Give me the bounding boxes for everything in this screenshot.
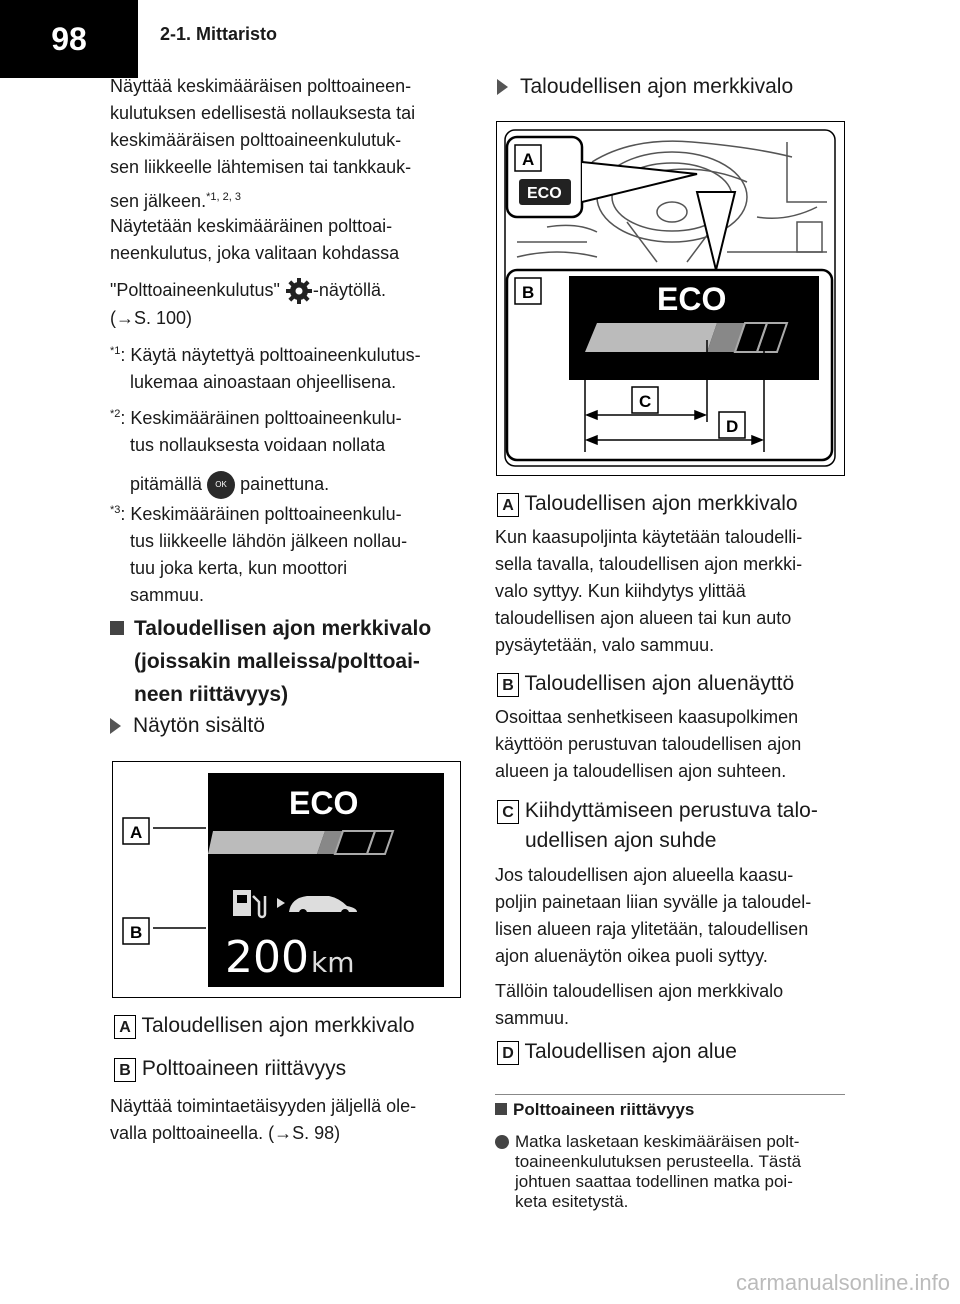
item-title: Kiihdyttämiseen perustuva talo- (524, 799, 818, 822)
note-line: keta esitetystä. (515, 1192, 629, 1211)
display-figure (112, 761, 461, 998)
legend-text: Polttoaineen riittävyys (141, 1057, 347, 1080)
footnote-1 (110, 338, 465, 396)
fn-text: sammuu. (130, 585, 205, 605)
legend-tag: A (114, 1015, 136, 1039)
intro-line: kulutuksen edellisestä nollauksesta tai (110, 103, 416, 123)
desc-line: käyttöön perustuvan taloudellisen ajon (495, 734, 802, 754)
section-heading (110, 612, 470, 711)
note-line: toaineenkulutuksen perusteella. Tästä (515, 1152, 802, 1171)
desc-line: ajon aluenäytön oikea puoli syttyy. (495, 946, 768, 966)
desc-line: Näyttää toimintaetäisyyden jäljellä ole- (110, 1096, 417, 1116)
item-title: Taloudellisen ajon aluenäyttö (524, 672, 795, 695)
fn-text: tus liikkeelle lähdön jälkeen nollau- (130, 531, 408, 551)
item-title: Taloudellisen ajon merkkivalo (524, 492, 798, 515)
right-subheading (497, 73, 793, 101)
avg-line: Näytetään keskimääräinen polttoai- (110, 216, 393, 236)
display-eco-text: ECO (289, 785, 359, 821)
avg-line-b: -näytöllä. (312, 280, 386, 300)
legend-tag: B (114, 1058, 136, 1082)
heading-text: (joissakin malleissa/polttoai- (134, 650, 420, 673)
square-bullet-icon (495, 1103, 507, 1115)
avg-line (110, 277, 460, 305)
fn-text: tuu joka kerta, kun moottori (130, 558, 348, 578)
desc-line: taloudellisen ajon alueen tai kun auto (495, 608, 792, 628)
fn-mark: *3 (110, 504, 121, 516)
distance-unit: km (311, 946, 355, 979)
item-title: Taloudellisen ajon alue (524, 1040, 737, 1063)
desc-line: valla polttoaineella. (→S. 98) (110, 1123, 341, 1143)
intro-line: Näyttää keskimääräisen polttoaineen- (110, 76, 412, 96)
dashboard-illustration (497, 122, 843, 474)
item-a-title (497, 490, 798, 518)
desc-line: sammuu. (495, 1008, 570, 1028)
desc-line: sella tavalla, taloudellisen ajon merkki- (495, 554, 803, 574)
average-paragraph (110, 213, 460, 332)
ok-button-icon: OK (207, 471, 235, 499)
zoom-eco-text: ECO (657, 281, 727, 317)
subheading-text: Näytön sisältö (133, 714, 265, 737)
desc-line: Kun kaasupoljinta käytetään taloudelli- (495, 527, 803, 547)
item-title: udellisen ajon suhde (525, 829, 717, 852)
intro-line: sen liikkeelle lähtemisen tai tankkauk- (110, 157, 412, 177)
fn-mark: *2 (110, 408, 121, 420)
fn-mark: *1 (110, 345, 121, 357)
fn-text: : Keskimääräinen polttoaineenkulu- (120, 408, 402, 428)
distance-value: 200 (225, 932, 309, 983)
item-tag: D (497, 1041, 519, 1065)
triangle-bullet-icon (110, 718, 121, 734)
desc-line: alueen ja taloudellisen ajon suhteen. (495, 761, 787, 781)
square-bullet-icon (110, 621, 124, 635)
heading-text: Taloudellisen ajon merkkivalo (134, 617, 432, 640)
subheading (110, 712, 265, 740)
item-b-desc (495, 704, 855, 785)
desc-line: pysäytetään, valo sammuu. (495, 635, 715, 655)
fn-text: pitämällä (130, 474, 203, 494)
intro-line: keskimääräisen polttoaineenkulutuk- (110, 130, 402, 150)
item-a-desc (495, 524, 855, 659)
desc-line: Osoittaa senhetkiseen kaasupolkimen (495, 707, 799, 727)
desc-line: lisen alueen raja ylitetään, taloudellisen (495, 919, 809, 939)
legend-b (114, 1055, 346, 1083)
fn-text: painettuna. (240, 474, 330, 494)
meter-display (113, 762, 459, 996)
tag-d: D (726, 417, 739, 436)
intro-line (110, 184, 460, 215)
note-divider (495, 1094, 845, 1095)
item-c-title (497, 797, 818, 855)
legend-text: Taloudellisen ajon merkkivalo (141, 1014, 415, 1037)
avg-ref: (→S. 100) (110, 308, 193, 329)
watermark: carmanualsonline.info (735, 1270, 950, 1295)
tag-a: A (522, 150, 535, 169)
fn-line (110, 471, 465, 499)
desc-line: Tällöin taloudellisen ajon merkkivalo (495, 981, 784, 1001)
heading-line (110, 612, 470, 645)
footnote-3 (110, 497, 465, 609)
footnote-2 (110, 401, 465, 499)
note-line: Matka lasketaan keskimääräisen polt- (515, 1132, 800, 1151)
triangle-bullet-icon (497, 79, 508, 95)
callout-a: A (130, 823, 143, 842)
note-body (495, 1132, 855, 1212)
desc-line: poljin painetaan liian syvälle ja taloudel- (495, 892, 812, 912)
footnote-ref: *1, 2, 3 (206, 191, 241, 203)
note-line: johtuen saattaa todellinen matka poi- (515, 1172, 793, 1191)
eco-bar-gray (208, 831, 325, 854)
eco-badge: ECO (527, 185, 562, 202)
dashboard-figure (496, 121, 845, 476)
section-title: 2-1. Mittaristo (160, 24, 278, 44)
item-tag: B (497, 673, 519, 697)
item-d-title (497, 1038, 737, 1066)
legend-b-desc (110, 1093, 470, 1147)
item-c-desc (495, 862, 855, 1032)
legend-a (114, 1012, 415, 1040)
fn-text: lukemaa ainoastaan ohjeellisena. (130, 372, 397, 392)
avg-line-a: "Polttoaineenkulutus" (110, 280, 280, 300)
desc-line: Jos taloudellisen ajon alueella kaasu- (495, 865, 794, 885)
avg-line: neenkulutus, joka valitaan kohdassa (110, 243, 400, 263)
tag-b: B (522, 283, 535, 302)
fn-text: : Keskimääräinen polttoaineenkulu- (120, 504, 402, 524)
callout-b: B (130, 923, 143, 942)
intro-paragraph (110, 73, 460, 215)
item-b-title (497, 670, 794, 698)
item-tag: C (497, 800, 519, 824)
fn-text: tus nollauksesta voidaan nollata (130, 435, 386, 455)
heading-text: neen riittävyys) (134, 683, 289, 706)
item-tag: A (497, 493, 519, 517)
subheading-text: Taloudellisen ajon merkkivalo (520, 75, 794, 98)
gear-icon (285, 277, 313, 305)
fn-text: : Käytä näytettyä polttoaineenkulutus- (120, 345, 421, 365)
eco-bar-gray (585, 323, 717, 352)
tag-c: C (639, 392, 652, 411)
note-title (495, 1100, 694, 1120)
page-number: 98 (0, 0, 138, 78)
note-title-text: Polttoaineen riittävyys (513, 1100, 695, 1119)
intro-last: sen jälkeen. (110, 191, 207, 211)
desc-line: valo syttyy. Kun kiihdytys ylittää (495, 581, 746, 601)
round-bullet-icon (495, 1135, 509, 1149)
